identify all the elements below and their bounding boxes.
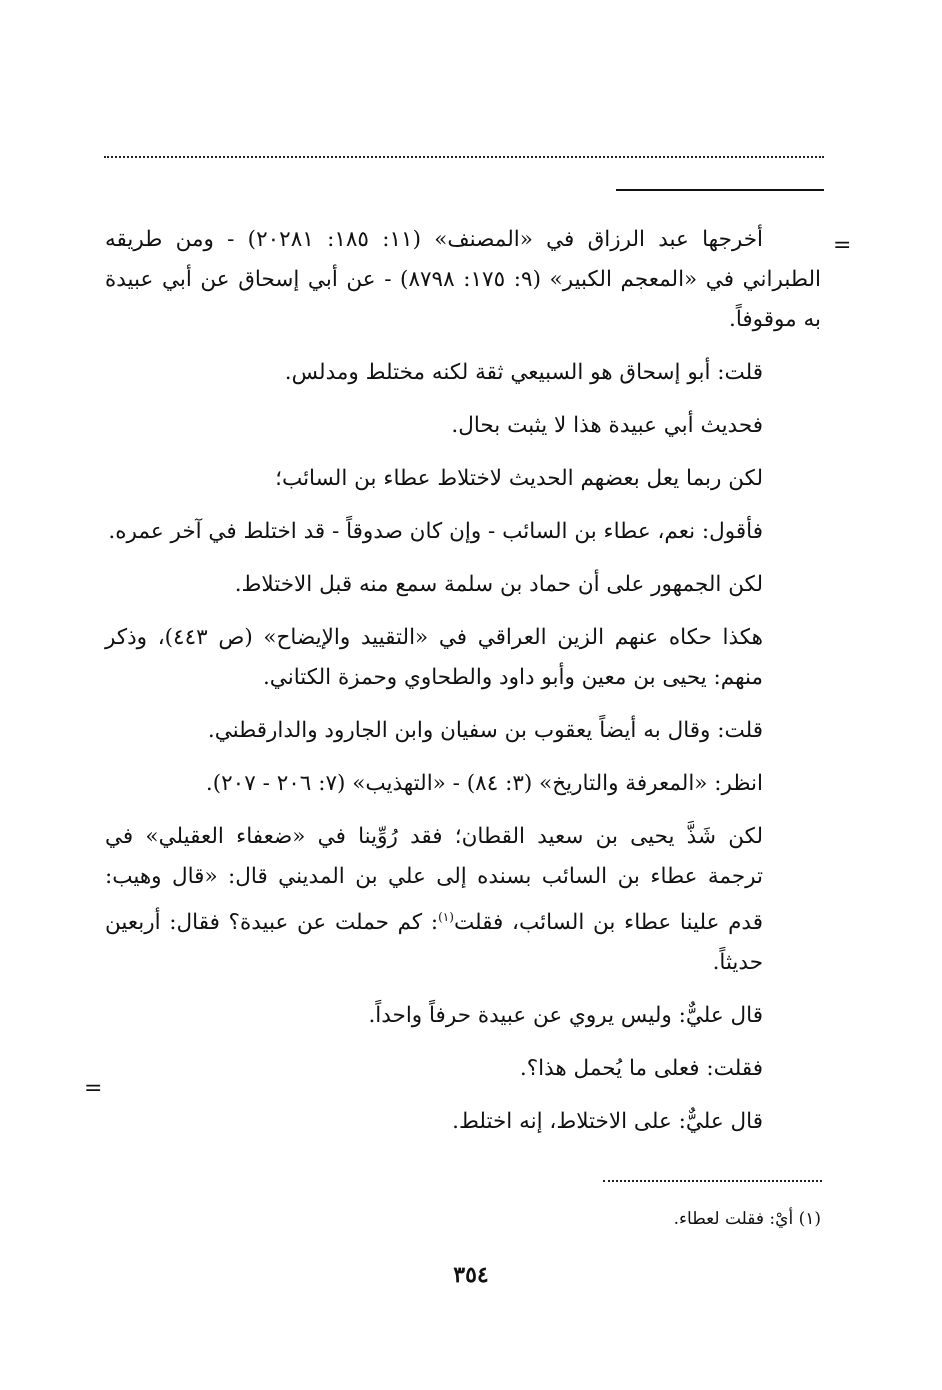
paragraph-shudh xyxy=(105,817,821,983)
shudh-text-after: : كم حملت عن عبيدة؟ فقال: أربعين حديثاً. xyxy=(105,910,763,976)
paragraph-qala-ali-1: قال عليٌّ: وليس يروي عن عبيدة حرفاً واحداً. xyxy=(368,1003,763,1029)
continuation-mark-end: = xyxy=(84,1076,103,1101)
paragraph-jumhur: لكن الجمهور على أن حماد بن سلمة سمع منه قبل الاختلاط. xyxy=(234,572,763,597)
paragraph-lakin-rubbama: لكن ربما يعل بعضهم الحديث لاختلاط عطاء بن السائب؛ xyxy=(275,466,763,491)
short-rule xyxy=(616,189,824,191)
footnote-reference-1: (١) xyxy=(438,910,454,924)
continuation-mark-start: = xyxy=(833,233,852,258)
paragraph-hakadha: هكذا حكاه عنهم الزين العراقي في «التقييد والإيضاح» (ص ٤٤٣)، وذكر منهم: يحيى بن معين وأبو داود والطحاوي وحمزة الكتاني. xyxy=(105,625,763,690)
paragraph-qultu-1: قلت: أبو إسحاق هو السبيعي ثقة لكنه مختلط ومدلس. xyxy=(284,360,763,385)
page-number: ٣٥٤ xyxy=(453,1262,489,1288)
shudh-text-before: لكن شَذَّ يحيى بن سعيد القطان؛ فقد رُوِّينا في «ضعفاء العقيلي» في ترجمة عطاء بن السائب بسنده إلى علي بن المديني قال: «قال وهيب: قدم علينا عطاء بن السائب، فقلت xyxy=(105,824,763,936)
footnote-1: (١) أيْ: فقلت لعطاء. xyxy=(673,1209,821,1229)
paragraph-qultu-2: قلت: وقال به أيضاً يعقوب بن سفيان وابن الجارود والدارقطني. xyxy=(207,718,763,743)
paragraph-faqultu: فقلت: فعلى ما يُحمل هذا؟. xyxy=(519,1056,763,1082)
paragraph-takhrij: أخرجها عبد الرزاق في «المصنف» (١١: ١٨٥: ٢٠٢٨١) - ومن طريقه الطبراني في «المعجم الكبير» (٩: ١٧٥: ٨٧٩٨) - عن أبي إسحاق عن أبي عبيدة به موقوفاً. xyxy=(105,227,821,332)
paragraph-unzur: انظر: «المعرفة والتاريخ» (٣: ٨٤) - «التهذيب» (٧: ٢٠٦ - ٢٠٧). xyxy=(205,771,763,796)
dotted-separator-top xyxy=(104,156,824,158)
paragraph-faaqulu: فأقول: نعم، عطاء بن السائب - وإن كان صدوقاً - قد اختلط في آخر عمره. xyxy=(108,519,763,544)
paragraph-hadith: فحديث أبي عبيدة هذا لا يثبت بحال. xyxy=(451,413,763,438)
main-text xyxy=(105,220,821,1155)
footnote-separator xyxy=(603,1180,822,1182)
paragraph-qala-ali-2: قال عليٌّ: على الاختلاط، إنه اختلط. xyxy=(452,1109,763,1135)
